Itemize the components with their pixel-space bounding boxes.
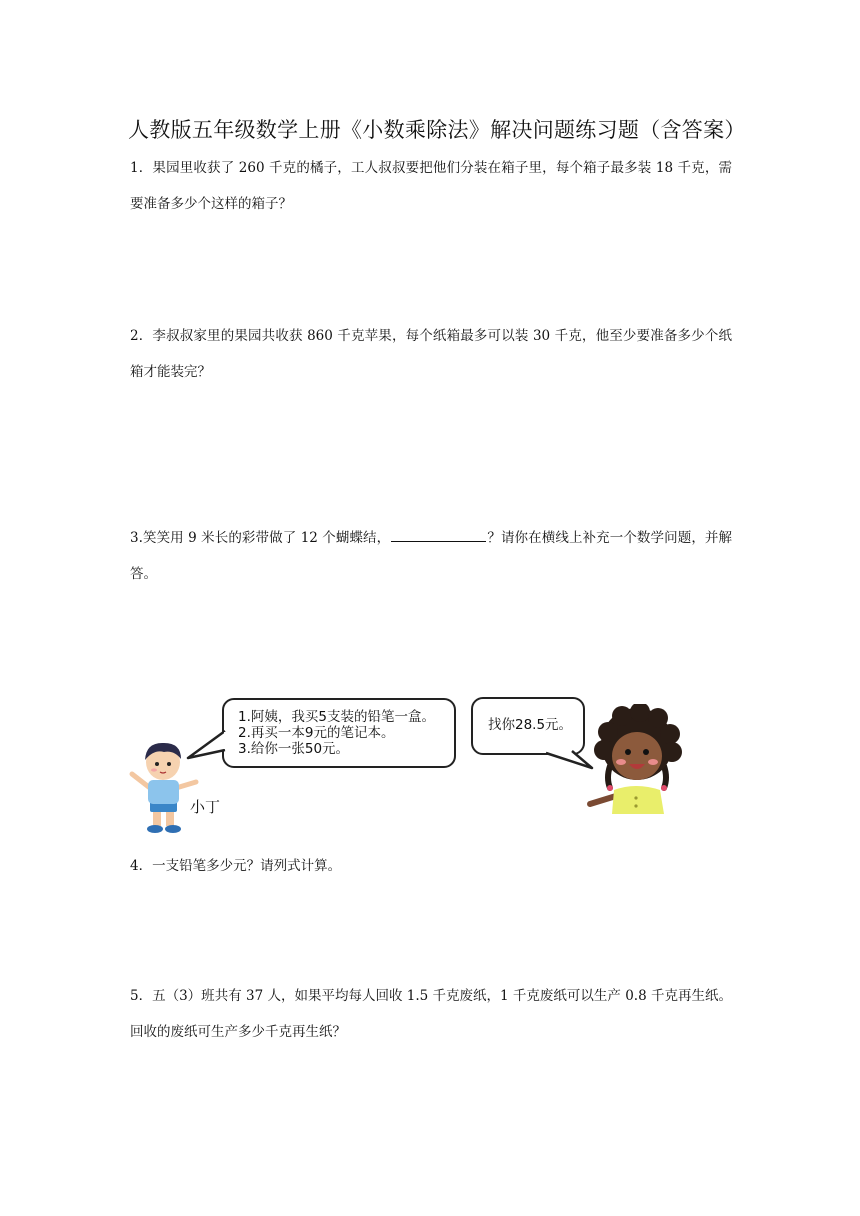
boy-name-label: 小丁 [190, 798, 221, 816]
page-title: 人教版五年级数学上册《小数乘除法》解决问题练习题（含答案） [128, 118, 746, 142]
question-5: 5．五（3）班共有 37 人，如果平均每人回收 1.5 千克废纸，1 千克废纸可以生产 0.8 千克再生纸。回收的废纸可生产多少千克再生纸？ [130, 988, 732, 1040]
question-2: 2．李叔叔家里的果园共收获 860 千克苹果，每个纸箱最多可以装 30 千克，他至少要准备多少个纸箱才能装完？ [130, 328, 732, 380]
boy-line-3: 3.给你一张50元。 [238, 741, 350, 757]
question-3-text-start: 3.笑笑用 9 米长的彩带做了 12 个蝴蝶结， [130, 530, 391, 546]
question-4: 4．一支铅笔多少元？请列式计算。 [130, 858, 342, 874]
girl-figure [586, 704, 688, 814]
boy-bubble-tail [186, 728, 228, 762]
boy-line-1: 1.阿姨，我买5支装的铅笔一盒。 [238, 709, 435, 725]
question-3 [130, 520, 732, 592]
girl-line: 找你28.5元。 [488, 717, 573, 733]
question-1: 1．果园里收获了 260 千克的橘子，工人叔叔要把他们分装在箱子里，每个箱子最多装 18 千克，需要准备多少个这样的箱子？ [130, 160, 732, 212]
question-3-text-end: ？请你在横线上补充一个数学问题，并解答。 [130, 530, 733, 582]
fill-in-blank-line[interactable] [391, 527, 486, 542]
boy-line-2: 2.再买一本9元的笔记本。 [238, 725, 395, 741]
boy-speech-bubble [222, 698, 456, 768]
